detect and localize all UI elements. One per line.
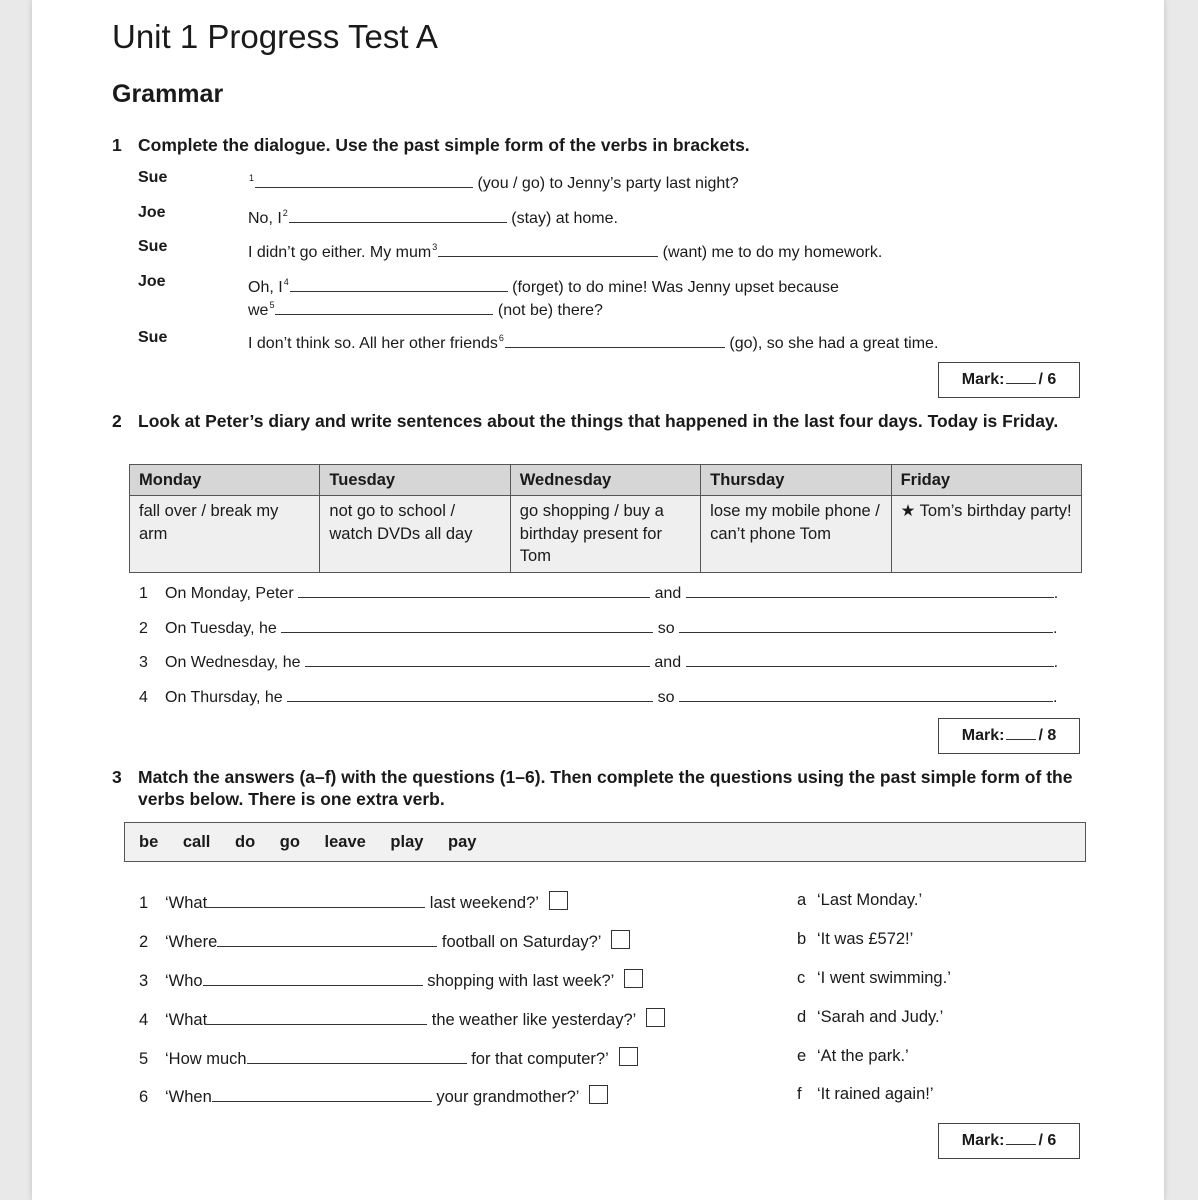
q3-question-2: 2 ‘Where football on Saturday?’ bbox=[139, 930, 630, 951]
q3-answer-checkbox[interactable] bbox=[646, 1008, 665, 1027]
diary-header: Wednesday bbox=[510, 465, 700, 496]
diary-cell: ★ Tom’s birthday party! bbox=[891, 496, 1081, 573]
q2-blank[interactable] bbox=[305, 652, 650, 667]
q3-mark-blank[interactable] bbox=[1006, 1132, 1036, 1145]
q2-blank[interactable] bbox=[679, 618, 1053, 633]
verb-word: do bbox=[234, 833, 256, 851]
verb-box bbox=[124, 822, 1086, 862]
q3-answer-checkbox[interactable] bbox=[549, 891, 568, 910]
q1-line-2: No, $I^2$ (stay) at home. bbox=[248, 208, 618, 227]
diary-cell: not go to school / watch DVDs all day bbox=[320, 496, 510, 573]
diary-header: Thursday bbox=[701, 465, 891, 496]
verb-word: play bbox=[390, 833, 424, 851]
q3-answer-checkbox[interactable] bbox=[611, 930, 630, 949]
q1-line-6: I don’t think so. All her other friends$^6$ (go), so she had a great time. bbox=[248, 333, 939, 352]
q1-speaker: Sue bbox=[138, 238, 168, 255]
diary-header: Monday bbox=[130, 465, 320, 496]
q3-answer-checkbox[interactable] bbox=[624, 969, 643, 988]
q3-blank[interactable] bbox=[217, 932, 437, 947]
q3-question-3: 3 ‘Who shopping with last week?’ bbox=[139, 969, 643, 990]
q1-number: 1 bbox=[112, 135, 122, 155]
q3-blank[interactable] bbox=[207, 893, 425, 908]
q3-mark-box[interactable]: Mark: / 6 bbox=[938, 1123, 1080, 1159]
q1-blank-3[interactable] bbox=[438, 242, 658, 257]
diary-header: Tuesday bbox=[320, 465, 510, 496]
q2-blank[interactable] bbox=[287, 687, 653, 702]
q1-instruction: Complete the dialogue. Use the past simple form of the verbs in brackets. bbox=[138, 135, 750, 155]
q1-mark-box[interactable]: Mark: / 6 bbox=[938, 362, 1080, 398]
q1-line-1: $^1$ (you / go) to Jenny’s party last night? bbox=[249, 173, 739, 192]
diary-cell: lose my mobile phone / can’t phone Tom bbox=[701, 496, 891, 573]
q1-speaker: Sue bbox=[138, 329, 168, 346]
diary-table bbox=[129, 464, 1082, 573]
q2-instruction: Look at Peter’s diary and write sentences about the things that happened in the last four days. Today is Friday. bbox=[138, 411, 1059, 431]
q2-blank[interactable] bbox=[679, 687, 1053, 702]
section-heading: Grammar bbox=[112, 80, 224, 108]
q1-blank-4[interactable] bbox=[290, 277, 508, 292]
q3-answer-b: b ‘It was £572!’ bbox=[797, 930, 914, 948]
q1-blank-1[interactable] bbox=[255, 173, 473, 188]
q1-speaker: Joe bbox=[138, 204, 166, 221]
q3-question-1: 1 ‘What last weekend?’ bbox=[139, 891, 568, 912]
verb-word: pay bbox=[448, 833, 477, 851]
q1-speaker: Joe bbox=[138, 273, 166, 290]
q3-answer-c: c ‘I went swimming.’ bbox=[797, 969, 951, 987]
q3-number: 3 bbox=[112, 767, 122, 787]
q3-answer-d: d ‘Sarah and Judy.’ bbox=[797, 1008, 944, 1026]
q3-blank[interactable] bbox=[203, 971, 423, 986]
q2-mark-box[interactable]: Mark: / 8 bbox=[938, 718, 1080, 754]
q3-answer-a: a ‘Last Monday.’ bbox=[797, 891, 923, 909]
q3-question-5: 5 ‘How much for that computer?’ bbox=[139, 1047, 638, 1068]
q1-speaker: Sue bbox=[138, 169, 168, 186]
q2-sentence-2: 2 On Tuesday, he so . bbox=[139, 620, 1058, 637]
q3-answer-checkbox[interactable] bbox=[589, 1085, 608, 1104]
q2-sentence-1: 1 On Monday, Peter and . bbox=[139, 585, 1059, 602]
verb-word: go bbox=[279, 833, 300, 851]
q3-answer-f: f ‘It rained again!’ bbox=[797, 1085, 934, 1103]
q2-mark-blank[interactable] bbox=[1006, 727, 1036, 740]
q3-blank[interactable] bbox=[247, 1049, 467, 1064]
q3-answer-e: e ‘At the park.’ bbox=[797, 1047, 909, 1065]
q2-sentence-3: 3 On Wednesday, he and . bbox=[139, 654, 1059, 671]
q1-blank-6[interactable] bbox=[505, 333, 725, 348]
worksheet-page bbox=[32, 0, 1164, 1200]
q3-question-6: 6 ‘When your grandmother?’ bbox=[139, 1085, 608, 1106]
diary-cell: fall over / break my arm bbox=[130, 496, 320, 573]
q2-blank[interactable] bbox=[281, 618, 653, 633]
q1-line-5: $we^5$ (not be) there? bbox=[248, 300, 603, 319]
q3-answer-checkbox[interactable] bbox=[619, 1047, 638, 1066]
q1-mark-blank[interactable] bbox=[1006, 371, 1036, 384]
q2-blank[interactable] bbox=[686, 652, 1054, 667]
verb-word: call bbox=[182, 833, 211, 851]
q2-sentence-4: 4 On Thursday, he so . bbox=[139, 689, 1058, 706]
diary-header: Friday bbox=[891, 465, 1081, 496]
q1-blank-5[interactable] bbox=[275, 300, 493, 315]
q3-instruction: Match the answers (a–f) with the questions (1–6). Then complete the questions using the past simple form of the verbs below. There is one extra verb. bbox=[138, 767, 1073, 809]
q1-blank-2[interactable] bbox=[289, 208, 507, 223]
verb-word: be bbox=[139, 833, 159, 851]
diary-cell: go shopping / buy a birthday present for Tom bbox=[510, 496, 700, 573]
q3-question-4: 4 ‘What the weather like yesterday?’ bbox=[139, 1008, 665, 1029]
q2-blank[interactable] bbox=[298, 583, 650, 598]
q1-line-3: I didn’t go either. My mum$^3$ (want) me to do my homework. bbox=[248, 242, 883, 261]
diary-header-row bbox=[130, 465, 1082, 496]
q2-blank[interactable] bbox=[686, 583, 1054, 598]
q2-number: 2 bbox=[112, 411, 122, 431]
verb-word: leave bbox=[324, 833, 366, 851]
q3-blank[interactable] bbox=[207, 1010, 427, 1025]
q1-line-4: Oh, $I^4$ (forget) to do mine! Was Jenny upset because bbox=[248, 277, 839, 296]
q3-blank[interactable] bbox=[212, 1087, 432, 1102]
page-title: Unit 1 Progress Test A bbox=[112, 18, 438, 55]
diary-row bbox=[130, 496, 1082, 573]
